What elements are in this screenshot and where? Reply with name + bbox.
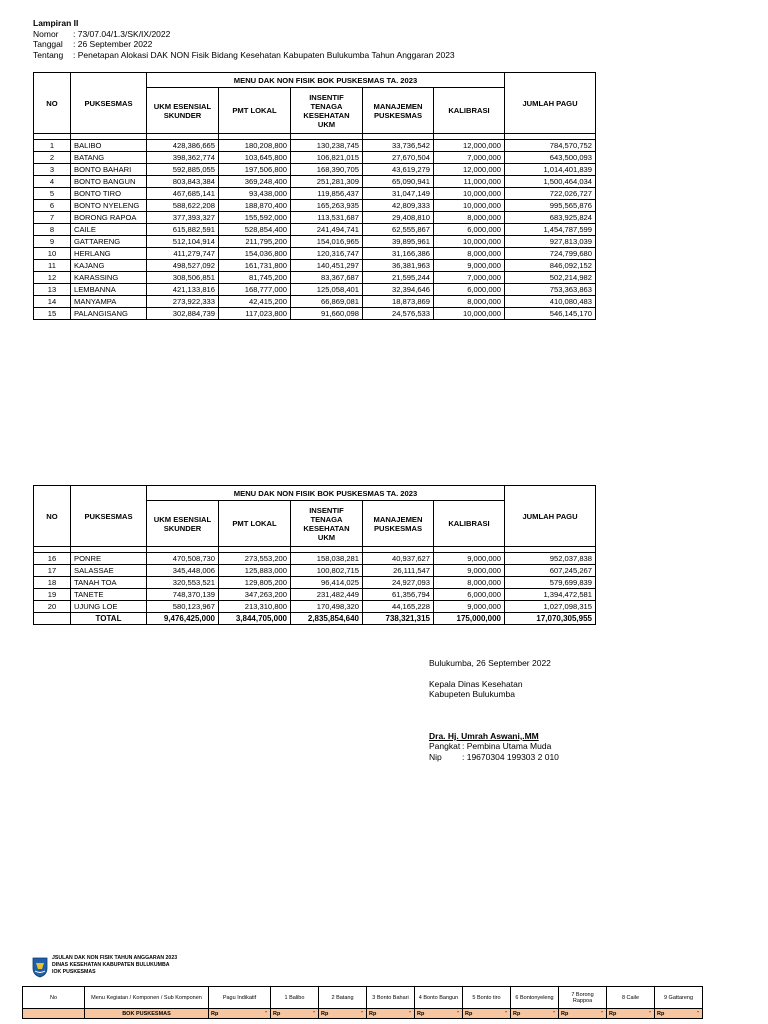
row-manajemen: 65,090,941	[363, 176, 434, 188]
row-kalibrasi: 12,000,000	[434, 140, 505, 152]
col-menu: MENU DAK NON FISIK BOK PUSKESMAS TA. 2023	[147, 486, 505, 501]
row-pmt: 42,415,200	[219, 296, 291, 308]
row-pmt: 161,731,800	[219, 260, 291, 272]
col-jumlah: JUMLAH PAGU	[505, 486, 596, 547]
row-kalibrasi: 7,000,000	[434, 152, 505, 164]
dash-value: -	[505, 1009, 507, 1015]
row-ukm: 748,370,139	[147, 589, 219, 601]
row-puskesmas: HERLANG	[71, 248, 147, 260]
rincian-col-header: 6 Bontonyeleng	[511, 987, 559, 1009]
col-pmt: PMT LOKAL	[219, 501, 291, 547]
row-insentif: 241,494,741	[291, 224, 363, 236]
row-manajemen: 61,356,794	[363, 589, 434, 601]
col-jumlah: JUMLAH PAGU	[505, 73, 596, 134]
row-kalibrasi: 9,000,000	[434, 565, 505, 577]
row-ukm: 308,506,851	[147, 272, 219, 284]
row-pmt: 103,645,800	[219, 152, 291, 164]
table-row	[34, 589, 596, 601]
row-ukm: 377,393,327	[147, 212, 219, 224]
row-puskesmas: UJUNG LOE	[71, 601, 147, 613]
row-ukm: 421,133,816	[147, 284, 219, 296]
lower-title-line2: DINAS KESEHATAN KABUPATEN BULUKUMBA	[52, 962, 170, 968]
row-no: 3	[34, 164, 71, 176]
row-manajemen: 29,408,810	[363, 212, 434, 224]
lower-title-line1: JSULAN DAK NON FISIK TAHUN ANGGARAN 2023	[52, 955, 178, 961]
lampiran-title: Lampiran II	[33, 18, 79, 28]
row-manajemen: 26,111,547	[363, 565, 434, 577]
row-jumlah: 410,080,483	[505, 296, 596, 308]
row-no: 4	[34, 176, 71, 188]
rincian-rp-cell	[209, 1009, 271, 1019]
row-no: 18	[34, 577, 71, 589]
row-puskesmas: TANAH TOA	[71, 577, 147, 589]
dash-value: -	[265, 1009, 267, 1015]
row-ukm: 467,685,141	[147, 188, 219, 200]
signature-block	[429, 658, 559, 762]
row-kalibrasi: 10,000,000	[434, 200, 505, 212]
row-kalibrasi: 11,000,000	[434, 176, 505, 188]
table-row	[34, 200, 596, 212]
col-puskesmas: PUKSESMAS	[71, 486, 147, 547]
row-kalibrasi: 6,000,000	[434, 224, 505, 236]
row-pmt: 369,248,400	[219, 176, 291, 188]
table-row	[34, 224, 596, 236]
row-no: 10	[34, 248, 71, 260]
bulukumba-logo-icon	[31, 956, 49, 978]
rincian-col-header: 2 Batang	[319, 987, 367, 1009]
row-no: 15	[34, 308, 71, 320]
row-kalibrasi: 8,000,000	[434, 296, 505, 308]
row-puskesmas: KARASSING	[71, 272, 147, 284]
row-manajemen: 24,576,533	[363, 308, 434, 320]
row-insentif: 113,531,687	[291, 212, 363, 224]
rp-label: Rp	[321, 1010, 329, 1017]
row-kalibrasi: 6,000,000	[434, 284, 505, 296]
lower-doc-title	[52, 955, 177, 976]
table-row	[34, 296, 596, 308]
row-jumlah: 724,799,680	[505, 248, 596, 260]
row-ukm: 302,884,739	[147, 308, 219, 320]
row-jumlah: 1,394,472,581	[505, 589, 596, 601]
rp-label: Rp	[513, 1010, 521, 1017]
row-pmt: 273,553,200	[219, 553, 291, 565]
col-insentif: INSENTIF TENAGA KESEHATAN UKM	[291, 501, 363, 547]
rincian-rp-cell	[463, 1009, 511, 1019]
tanggal-label: Tanggal	[33, 39, 63, 49]
row-manajemen: 44,165,228	[363, 601, 434, 613]
rincian-rp-cell	[607, 1009, 655, 1019]
table-row	[34, 152, 596, 164]
row-puskesmas: BORONG RAPOA	[71, 212, 147, 224]
row-jumlah: 1,027,098,315	[505, 601, 596, 613]
table-row	[34, 577, 596, 589]
rp-label: Rp	[561, 1010, 569, 1017]
rincian-rp-cell	[367, 1009, 415, 1019]
row-pmt: 125,883,000	[219, 565, 291, 577]
table-row	[34, 553, 596, 565]
row-jumlah: 784,570,752	[505, 140, 596, 152]
row-insentif: 154,016,965	[291, 236, 363, 248]
nip-label: Nip	[429, 751, 442, 762]
row-no: 20	[34, 601, 71, 613]
tentang-label: Tentang	[33, 49, 64, 60]
rincian-col-header: 3 Bonto Bahari	[367, 987, 415, 1009]
rp-label: Rp	[417, 1010, 425, 1017]
row-insentif: 83,367,687	[291, 272, 363, 284]
row-puskesmas: BONTO BAHARI	[71, 164, 147, 176]
row-pmt: 129,805,200	[219, 577, 291, 589]
dash-value: -	[457, 1009, 459, 1015]
rincian-bok-row	[23, 1009, 703, 1019]
row-insentif: 251,281,309	[291, 176, 363, 188]
rp-label: Rp	[657, 1010, 665, 1017]
rincian-col-header: Pagu Indikatif	[209, 987, 271, 1009]
dash-value: -	[553, 1009, 555, 1015]
row-ukm: 592,885,055	[147, 164, 219, 176]
row-no: 8	[34, 224, 71, 236]
row-manajemen: 40,937,627	[363, 553, 434, 565]
lower-title-line3: IOK PUSKESMAS	[52, 969, 96, 975]
row-puskesmas: KAJANG	[71, 260, 147, 272]
total-kalibrasi: 175,000,000	[434, 613, 505, 625]
row-no: 13	[34, 284, 71, 296]
row-no: 11	[34, 260, 71, 272]
dash-value: -	[361, 1009, 363, 1015]
row-insentif: 66,869,081	[291, 296, 363, 308]
row-no: 5	[34, 188, 71, 200]
row-no: 17	[34, 565, 71, 577]
row-insentif: 168,390,705	[291, 164, 363, 176]
row-manajemen: 39,895,961	[363, 236, 434, 248]
table-row	[34, 260, 596, 272]
row-no: 1	[34, 140, 71, 152]
dash-value: -	[601, 1009, 603, 1015]
row-puskesmas: BONTO BANGUN	[71, 176, 147, 188]
row-kalibrasi: 8,000,000	[434, 577, 505, 589]
lampiran-header	[33, 18, 455, 60]
signer-position: Kepala Dinas Kesehatan	[429, 678, 523, 689]
table-row	[34, 212, 596, 224]
pangkat-label: Pangkat	[429, 741, 461, 751]
row-puskesmas: PALANGISANG	[71, 308, 147, 320]
row-pmt: 93,438,000	[219, 188, 291, 200]
row-kalibrasi: 8,000,000	[434, 248, 505, 260]
row-manajemen: 31,166,386	[363, 248, 434, 260]
row-puskesmas: BALIBO	[71, 140, 147, 152]
table-row	[34, 308, 596, 320]
row-no: 19	[34, 589, 71, 601]
tanggal-value: : 26 September 2022	[73, 39, 153, 49]
row-manajemen: 36,381,963	[363, 260, 434, 272]
total-manajemen: 738,321,315	[363, 613, 434, 625]
row-insentif: 125,058,401	[291, 284, 363, 296]
row-kalibrasi: 10,000,000	[434, 236, 505, 248]
row-kalibrasi: 10,000,000	[434, 308, 505, 320]
row-ukm: 498,527,092	[147, 260, 219, 272]
rincian-col-header: 9 Gattareng	[655, 987, 703, 1009]
rincian-rp-cell	[655, 1009, 703, 1019]
row-jumlah: 579,699,839	[505, 577, 596, 589]
row-insentif: 165,263,935	[291, 200, 363, 212]
pangkat-value: : Pembina Utama Muda	[462, 741, 552, 751]
row-jumlah: 683,925,824	[505, 212, 596, 224]
row-manajemen: 62,555,867	[363, 224, 434, 236]
row-insentif: 170,498,320	[291, 601, 363, 613]
col-ukm: UKM ESENSIAL SKUNDER	[147, 88, 219, 134]
rincian-rp-cell	[415, 1009, 463, 1019]
row-insentif: 106,821,015	[291, 152, 363, 164]
row-puskesmas: SALASSAE	[71, 565, 147, 577]
rincian-rp-cell	[271, 1009, 319, 1019]
rincian-header-row	[23, 987, 703, 1009]
row-ukm: 470,508,730	[147, 553, 219, 565]
col-kalibrasi: KALIBRASI	[434, 88, 505, 134]
rincian-col-header: 7 Borong Rappoa	[559, 987, 607, 1009]
row-kalibrasi: 7,000,000	[434, 272, 505, 284]
row-insentif: 140,451,297	[291, 260, 363, 272]
table-row	[34, 176, 596, 188]
row-jumlah: 722,026,727	[505, 188, 596, 200]
row-pmt: 154,036,800	[219, 248, 291, 260]
rincian-table	[22, 986, 703, 1019]
row-puskesmas: LEMBANNA	[71, 284, 147, 296]
row-jumlah: 546,145,170	[505, 308, 596, 320]
col-manajemen: MANAJEMEN PUSKESMAS	[363, 88, 434, 134]
rincian-col-header: 4 Bonto Bangun	[415, 987, 463, 1009]
total-pmt: 3,844,705,000	[219, 613, 291, 625]
table-row	[34, 284, 596, 296]
row-pmt: 197,506,800	[219, 164, 291, 176]
table-row	[34, 248, 596, 260]
row-ukm: 320,553,521	[147, 577, 219, 589]
row-puskesmas: BONTO TIRO	[71, 188, 147, 200]
row-jumlah: 995,565,876	[505, 200, 596, 212]
row-no: 12	[34, 272, 71, 284]
signer-region: Kabupeten Bulukumba	[429, 689, 516, 699]
row-manajemen: 24,927,093	[363, 577, 434, 589]
row-jumlah: 927,813,039	[505, 236, 596, 248]
row-insentif: 96,414,025	[291, 577, 363, 589]
dash-value: -	[697, 1009, 699, 1015]
row-insentif: 120,316,747	[291, 248, 363, 260]
row-jumlah: 1,014,401,839	[505, 164, 596, 176]
rincian-bok-label: BOK PUSKESMAS	[85, 1009, 209, 1019]
col-manajemen: MANAJEMEN PUSKESMAS	[363, 501, 434, 547]
row-manajemen: 42,809,333	[363, 200, 434, 212]
dash-value: -	[649, 1009, 651, 1015]
row-ukm: 411,279,747	[147, 248, 219, 260]
row-pmt: 347,263,200	[219, 589, 291, 601]
tentang-value: : Penetapan Alokasi DAK NON Fisik Bidang Kesehatan Kabupaten Bulukumba Tahun Anggaran 2023	[73, 49, 455, 60]
allocation-table-page1	[33, 72, 596, 320]
row-pmt: 188,870,400	[219, 200, 291, 212]
row-kalibrasi: 9,000,000	[434, 260, 505, 272]
rp-label: Rp	[465, 1010, 473, 1017]
table-row	[34, 601, 596, 613]
table-row	[34, 164, 596, 176]
table-row	[34, 236, 596, 248]
row-pmt: 155,592,000	[219, 212, 291, 224]
table-row	[34, 272, 596, 284]
row-insentif: 100,802,715	[291, 565, 363, 577]
allocation-table-page2	[33, 485, 596, 625]
row-kalibrasi: 8,000,000	[434, 212, 505, 224]
col-pmt: PMT LOKAL	[219, 88, 291, 134]
row-no: 14	[34, 296, 71, 308]
col-kalibrasi: KALIBRASI	[434, 501, 505, 547]
total-label: TOTAL	[71, 613, 147, 625]
row-jumlah: 1,500,464,034	[505, 176, 596, 188]
table-row	[34, 140, 596, 152]
row-ukm: 345,448,006	[147, 565, 219, 577]
rincian-col-header: Menu Kegiatan / Komponen / Sub Komponen	[85, 987, 209, 1009]
row-jumlah: 502,214,982	[505, 272, 596, 284]
row-jumlah: 607,245,267	[505, 565, 596, 577]
nomor-value: : 73/07.04/1.3/SK/IX/2022	[73, 28, 171, 39]
signer-name: Dra. Hj. Umrah Aswani,.MM	[429, 730, 539, 741]
row-puskesmas: MANYAMPA	[71, 296, 147, 308]
row-pmt: 117,023,800	[219, 308, 291, 320]
col-puskesmas: PUKSESMAS	[71, 73, 147, 134]
rp-label: Rp	[609, 1010, 617, 1017]
rincian-rp-cell	[319, 1009, 367, 1019]
row-puskesmas: GATTARENG	[71, 236, 147, 248]
row-ukm: 512,104,914	[147, 236, 219, 248]
nomor-label: Nomor	[33, 28, 59, 39]
row-manajemen: 43,619,279	[363, 164, 434, 176]
row-pmt: 168,777,000	[219, 284, 291, 296]
total-ukm: 9,476,425,000	[147, 613, 219, 625]
row-manajemen: 33,736,542	[363, 140, 434, 152]
row-insentif: 231,482,449	[291, 589, 363, 601]
rincian-empty-cell	[23, 1009, 85, 1019]
table-row	[34, 188, 596, 200]
row-manajemen: 21,595,244	[363, 272, 434, 284]
row-ukm: 428,386,665	[147, 140, 219, 152]
row-jumlah: 753,363,863	[505, 284, 596, 296]
rincian-rp-cell	[511, 1009, 559, 1019]
row-puskesmas: CAILE	[71, 224, 147, 236]
row-ukm: 273,922,333	[147, 296, 219, 308]
row-manajemen: 27,670,504	[363, 152, 434, 164]
row-kalibrasi: 10,000,000	[434, 188, 505, 200]
row-insentif: 91,660,098	[291, 308, 363, 320]
row-no: 9	[34, 236, 71, 248]
rincian-col-header: 5 Bonto tiro	[463, 987, 511, 1009]
rp-label: Rp	[369, 1010, 377, 1017]
row-manajemen: 18,873,869	[363, 296, 434, 308]
row-no: 7	[34, 212, 71, 224]
row-kalibrasi: 12,000,000	[434, 164, 505, 176]
rincian-col-header: 8 Caile	[607, 987, 655, 1009]
table-row	[34, 565, 596, 577]
row-kalibrasi: 9,000,000	[434, 553, 505, 565]
row-puskesmas: BONTO NYELENG	[71, 200, 147, 212]
row-insentif: 158,038,281	[291, 553, 363, 565]
row-pmt: 81,745,200	[219, 272, 291, 284]
rp-label: Rp	[273, 1010, 281, 1017]
row-no: 2	[34, 152, 71, 164]
row-no: 6	[34, 200, 71, 212]
nip-value: : 19670304 199303 2 010	[462, 751, 559, 762]
row-ukm: 615,882,591	[147, 224, 219, 236]
row-insentif: 130,238,745	[291, 140, 363, 152]
row-insentif: 119,856,437	[291, 188, 363, 200]
row-ukm: 803,843,384	[147, 176, 219, 188]
row-jumlah: 846,092,152	[505, 260, 596, 272]
row-jumlah: 1,454,787,599	[505, 224, 596, 236]
total-row	[34, 613, 596, 625]
row-kalibrasi: 9,000,000	[434, 601, 505, 613]
row-pmt: 528,854,400	[219, 224, 291, 236]
row-kalibrasi: 6,000,000	[434, 589, 505, 601]
row-puskesmas: BATANG	[71, 152, 147, 164]
row-puskesmas: PONRE	[71, 553, 147, 565]
row-manajemen: 32,394,646	[363, 284, 434, 296]
dash-value: -	[313, 1009, 315, 1015]
rincian-col-header: No	[23, 987, 85, 1009]
row-jumlah: 643,500,093	[505, 152, 596, 164]
row-pmt: 211,795,200	[219, 236, 291, 248]
col-no: NO	[34, 486, 71, 547]
rincian-col-header: 1 Balibo	[271, 987, 319, 1009]
col-menu: MENU DAK NON FISIK BOK PUSKESMAS TA. 2023	[147, 73, 505, 88]
col-insentif: INSENTIF TENAGA KESEHATAN UKM	[291, 88, 363, 134]
row-jumlah: 952,037,838	[505, 553, 596, 565]
total-insentif: 2,835,854,640	[291, 613, 363, 625]
row-puskesmas: TANETE	[71, 589, 147, 601]
row-manajemen: 31,047,149	[363, 188, 434, 200]
row-pmt: 180,208,800	[219, 140, 291, 152]
row-ukm: 580,123,967	[147, 601, 219, 613]
row-no: 16	[34, 553, 71, 565]
row-ukm: 398,362,774	[147, 152, 219, 164]
row-pmt: 213,310,800	[219, 601, 291, 613]
total-jumlah: 17,070,305,955	[505, 613, 596, 625]
col-ukm: UKM ESENSIAL SKUNDER	[147, 501, 219, 547]
place-date: Bulukumba, 26 September 2022	[429, 658, 551, 668]
col-no: NO	[34, 73, 71, 134]
rp-label: Rp	[211, 1010, 219, 1017]
row-ukm: 588,622,208	[147, 200, 219, 212]
dash-value: -	[409, 1009, 411, 1015]
rincian-rp-cell	[559, 1009, 607, 1019]
